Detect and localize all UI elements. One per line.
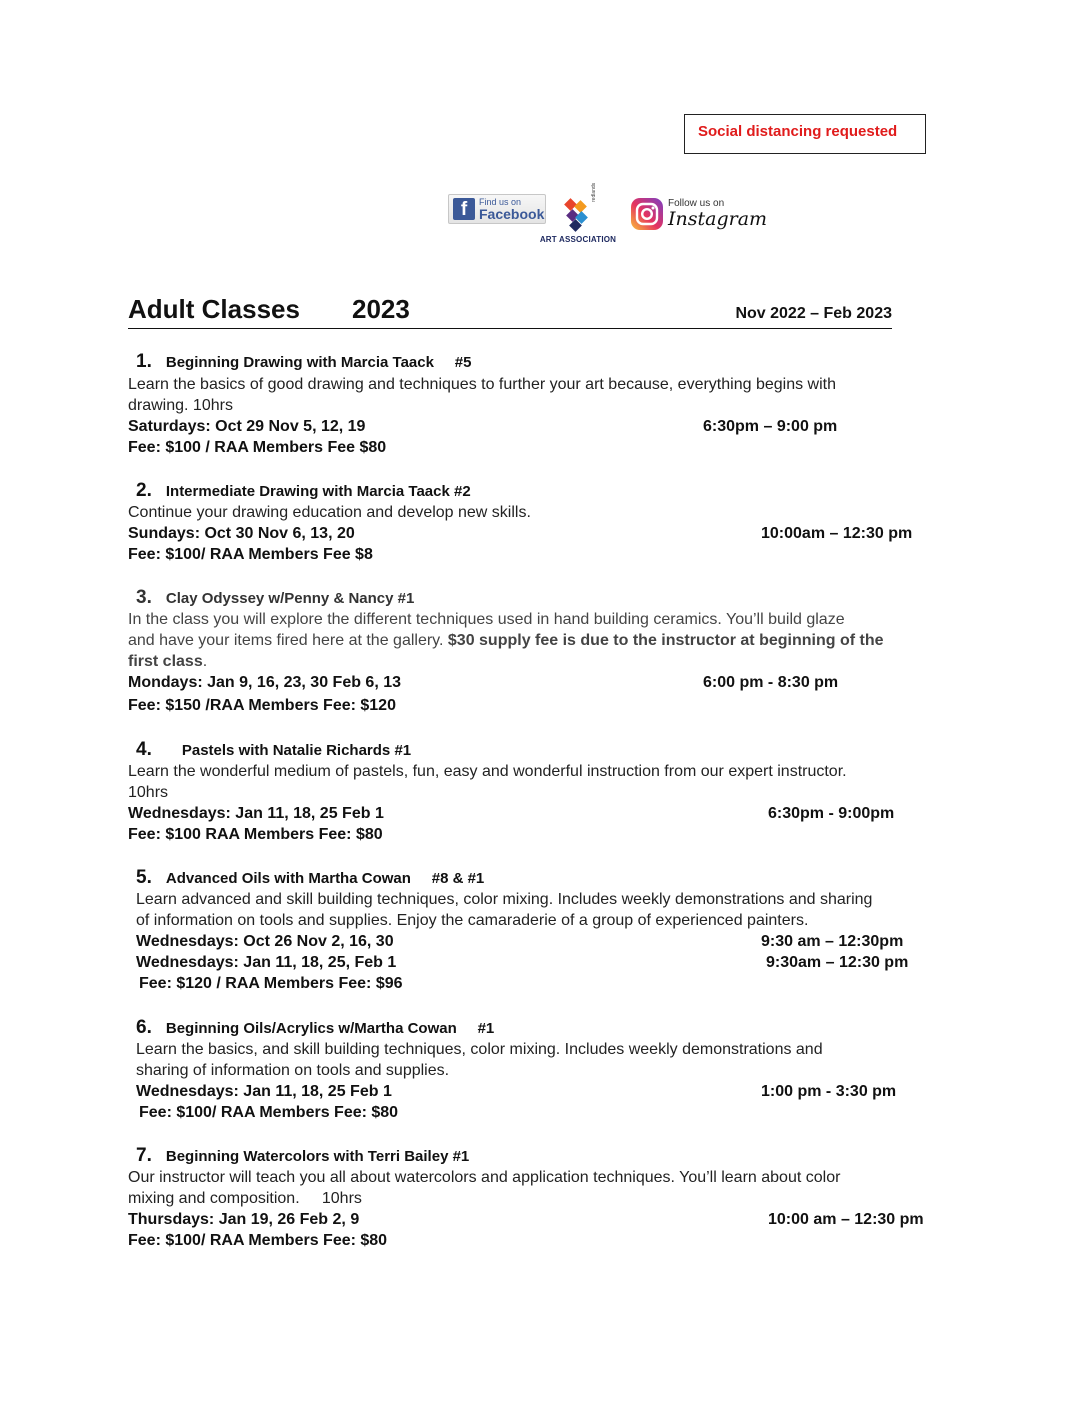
class-description: sharing of information on tools and supplies. [136, 1062, 450, 1079]
class-description: of information on tools and supplies. Enjoy the camaraderie of a group of experienced painters. [136, 912, 809, 929]
redlands-art-association-logo [536, 182, 620, 250]
facebook-small-text: Find us on [479, 197, 522, 207]
class-time: 6:30pm – 9:00 pm [703, 418, 838, 435]
class-description: Learn the basics, and skill building techniques, color mixing. Includes weekly demonstrations and [136, 1041, 823, 1058]
facebook-name-text: Facebook [479, 206, 545, 222]
class-description: drawing. 10hrs [128, 397, 233, 414]
class-number: 6. [136, 1017, 152, 1038]
class-fee: Fee: $120 / RAA Members Fee: $96 [139, 975, 403, 992]
class-description: first class. [128, 653, 208, 670]
class-title-text: Clay Odyssey w/Penny & Nancy #1 [165, 590, 415, 607]
class-time: 9:30 am – 12:30pm [761, 933, 904, 950]
class-title [136, 867, 484, 889]
class-fee: Fee: $100 / RAA Members Fee $80 [128, 439, 387, 456]
instagram-follow-text: Follow us on [668, 198, 725, 209]
class-number: 1. [136, 351, 152, 372]
class-time: 10:00 am – 12:30 pm [768, 1211, 924, 1228]
page-year: 2023 [352, 294, 410, 324]
class-description: 10hrs [128, 784, 169, 801]
class-title-text: Beginning Oils/Acrylics w/Martha Cowan #1 [165, 1020, 495, 1037]
class-days: Wednesdays: Jan 11, 18, 25 Feb 1 [136, 1083, 392, 1100]
instagram-icon[interactable] [630, 197, 664, 231]
class-title-text: Beginning Watercolors with Terri Bailey #1 [165, 1148, 470, 1165]
class-fee: Fee: $100/ RAA Members Fee: $80 [139, 1104, 399, 1121]
class-number: 2. [136, 480, 152, 501]
class-description: Learn the basics of good drawing and techniques to further your art because, everything begins with [128, 376, 836, 393]
class-description: Learn advanced and skill building techniques, color mixing. Includes weekly demonstrations and sharing [136, 891, 873, 908]
facebook-badge[interactable] [448, 194, 546, 224]
class-title [136, 1017, 494, 1039]
class-number: 3. [136, 587, 152, 608]
class-time: 9:30am – 12:30 pm [766, 954, 909, 971]
supply-fee-note-end: first class [128, 653, 203, 670]
class-description: Continue your drawing education and develop new skills. [128, 504, 531, 521]
facebook-icon: f [453, 198, 475, 220]
raa-small-text: redlands [591, 182, 597, 202]
class-title-text: Intermediate Drawing with Marcia Taack #2 [165, 483, 471, 500]
raa-name-text: ART ASSOCIATION [539, 235, 617, 244]
class-days: Mondays: Jan 9, 16, 23, 30 Feb 6, 13 [128, 674, 402, 691]
page-title: Adult Classes [128, 294, 300, 324]
class-title [136, 480, 471, 502]
class-number: 4. [136, 739, 152, 760]
class-title [136, 1145, 469, 1167]
class-days: Sundays: Oct 30 Nov 6, 13, 20 [128, 525, 355, 542]
class-time: 10:00am – 12:30 pm [761, 525, 913, 542]
class-number: 7. [136, 1145, 152, 1166]
class-title-text: Pastels with Natalie Richards #1 [181, 742, 412, 759]
page-heading [128, 294, 892, 329]
instagram-name-text: Instagram [668, 208, 768, 230]
class-title [136, 739, 411, 761]
class-title [136, 351, 471, 373]
class-days: Wednesdays: Jan 11, 18, 25 Feb 1 [128, 805, 384, 822]
class-description: Our instructor will teach you all about watercolors and application techniques. You’ll learn about color [128, 1169, 841, 1186]
raa-mark-icon [564, 198, 590, 232]
class-time: 6:30pm - 9:00pm [768, 805, 895, 822]
class-days: Thursdays: Jan 19, 26 Feb 2, 9 [128, 1211, 360, 1228]
class-fee: Fee: $100 RAA Members Fee: $80 [128, 826, 383, 843]
date-range: Nov 2022 – Feb 2023 [735, 305, 892, 322]
class-days: Wednesdays: Oct 26 Nov 2, 16, 30 [136, 933, 394, 950]
class-title-text: Advanced Oils with Martha Cowan #8 & #1 [165, 870, 485, 887]
class-number: 5. [136, 867, 152, 888]
class-description: In the class you will explore the different techniques used in hand building ceramics. You’ll build glaze [128, 611, 845, 628]
social-distancing-notice: Social distancing requested [684, 114, 926, 154]
class-time: 1:00 pm - 3:30 pm [761, 1083, 897, 1100]
class-description [128, 630, 884, 651]
class-title-text: Beginning Drawing with Marcia Taack #5 [165, 354, 472, 371]
class-fee: Fee: $150 /RAA Members Fee: $120 [128, 697, 396, 714]
class-fee: Fee: $100/ RAA Members Fee: $80 [128, 1232, 388, 1249]
class-days: Wednesdays: Jan 11, 18, 25, Feb 1 [136, 954, 397, 971]
class-fee: Fee: $100/ RAA Members Fee $8 [128, 546, 373, 563]
class-days: Saturdays: Oct 29 Nov 5, 12, 19 [128, 418, 366, 435]
class-title [136, 587, 414, 609]
class-description: mixing and composition. 10hrs [128, 1190, 362, 1207]
class-description-text: and have your items fired here at the gallery. [128, 632, 444, 649]
class-time: 6:00 pm - 8:30 pm [703, 674, 839, 691]
class-description: Learn the wonderful medium of pastels, fun, easy and wonderful instruction from our expert instructor. [128, 763, 847, 780]
supply-fee-note: $30 supply fee is due to the instructor at beginning of the [447, 632, 884, 649]
